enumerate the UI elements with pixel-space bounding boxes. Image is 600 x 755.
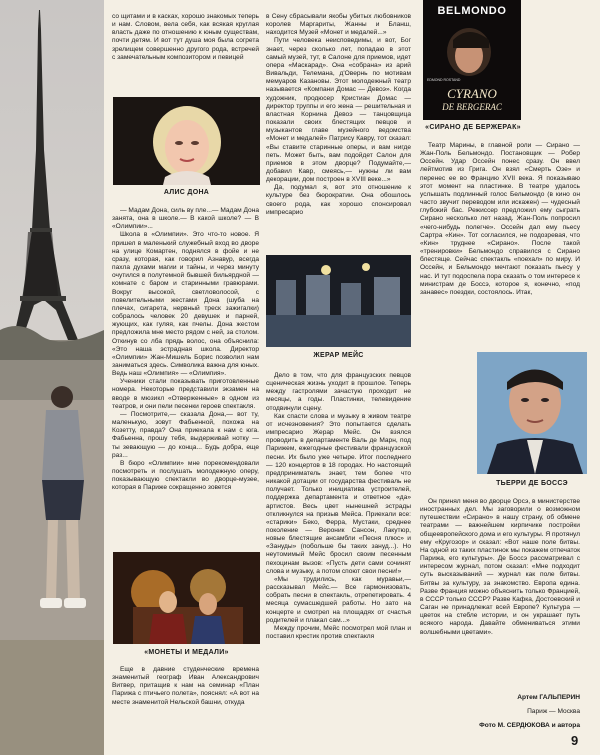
monets-medali-photo [113, 552, 260, 644]
poster-actor: BELMONDO [437, 5, 507, 17]
author-name: Артем ГАЛЬПЕРИН [517, 694, 580, 701]
zherar-meys-photo [266, 255, 411, 347]
page-number: 9 [571, 733, 579, 748]
paragraph: Еще в давние студенческие времена знаменитый географ Иван Александрович Витвер, притащив к нам на семинар «План Парижа с птичьего полета», пояснял: «А вот на месте знаменитой Нельской башни, откуда [112, 666, 259, 706]
paragraph: «Мы трудились, как муравьи,— рассказывал Мейс.— Все гармонизовать, собрать песни в спектакль, отрепетировать. 4 месяца сумасшедшей работы. Но зато на концерте и смотрел на площадях от счастья родителей и плакал сам...» [266, 575, 411, 624]
column-2-top [112, 13, 259, 62]
paragraph: Школа в «Олимпии». Это что-то новое. Я пришел в маленький служебный вход во дворе на улице Комартен, поднялся в фойе и не сразу, которая, как говорил Азнавур, всегда пахла духами магии и тайны, и через минуту очутился в полутемной бывшей бильярдной — комнате с баром и старинными гравюрами. Вокруг высокой, светловолосой, с повелительными жестами Дона (шуба на плечах, сигарета, нервный треск зажигалки) собралось человек 20 девушек и парней, жующих, как гуляя, как пчелы. Дона жестом предложила мне место рядом с ней, за столом. Откинув со лба прядь волос, она объяснила: «Это наша эстрадная школа. Директор «Олимпии» Жан-Мишель Борис позволил нам заниматься здесь. Символика важна для юных. Ведь наш «Олимпия» — «Олимпия». [112, 231, 259, 378]
cyrano-poster [423, 0, 521, 120]
paragraph: Между прочим, Мейс посмотрел мой план и поставил крестик против спектакля [266, 624, 411, 640]
paragraph: Как спасти слова и музыку в живом театре от исчезновения? Это попытается сделать импресарио Жерар Мейс. Он взялся проводить в департаменте Валь де Марн, под Парижем, ежегодные фестивали французской песни. Их было уже четыре. Итог последнего — 120 концертов в 18 городах. Но настоящий предприниматель знает, тем более что никакой дотации от государства фестиваль не получает. Только инициатива устроителей, поддержка департамента и ответное «да» артистов. Весь цвет нынешней эстрады откликнулся на призыв Мейса. Приехали все: «старики» Беко, Ферра, Мустаки, среднее поколение — Вероник Сансон, Лакутюр, новые блестящие ансамбли «Песня плюс» и «Зануды» (побольше бы таких зануд...). Но неутомимый Мейс бросил своим песенным пехоцинам вызов: «Пусть дети сами сочинят слова и музыку, а потом споют свои песни!» [266, 412, 411, 575]
column-3-bottom [266, 372, 411, 641]
column-4-bottom [420, 498, 580, 637]
paragraph: в Сену сбрасывали якобы убитых любовников королев Маргариты, Жанны и Бланш, находится Музей «Монет и медалей...» [266, 13, 411, 37]
caption-monets-medali: «МОНЕТЫ И МЕДАЛИ» [144, 649, 229, 656]
column-4-top [420, 142, 580, 297]
author-place: Париж — Москва [527, 708, 580, 715]
caption-terri-de-bosse: ТЬЕРРИ ДЕ БОССЭ [496, 480, 568, 487]
terri-de-bosse-photo [477, 352, 587, 474]
alice-dona-photo [113, 97, 260, 185]
poster-small-line: EDMOND ROSTAND [427, 78, 461, 82]
caption-zherar-meys: ЖЕРАР МЕЙС [313, 352, 364, 359]
paragraph: — Мадам Дона, силь ву пле...— Мадам Дона занята, она в школе.— В какой школе? — В «Олимпии»... [112, 207, 259, 231]
eiffel-tower-illustration [0, 0, 104, 755]
paragraph: Ученики стали показывать приготовленные номера. Некоторые представили экзамен на вводе в мюзикл «Отверженные» в одном из театров, и они пели песенки героев спектакля. [112, 378, 259, 410]
poster-title-line1: CYRANO [447, 86, 497, 101]
column-2-bottom [112, 666, 259, 707]
column-2-mid [112, 207, 259, 492]
paragraph: Дело в том, что для французских певцов сценическая жизнь уходит в прошлое. Теперь между гастролями зачастую проходит не месяцы, а годы. Пластинки, телевидение отодвинули сцену. [266, 372, 411, 412]
paragraph: со щитами и в касках, хорошо знакомых теперь и нам. Словом, вела себя, как всякая круглая власть даже по отношению к юным существам, почти детям. И вот тут душа моя была согрета зрелищем совершенно другого рода, встречей с замечательным композитором и певицей [112, 13, 259, 61]
paragraph: Пути человека неисповедимы, и вот, Бог знает, через сколько лет, попадаю в этот самый музей, тут, в Салоне для приемов, идет опера «Маскарад». Она «собрана» из арий Вивальди, Телемана, д'Овернь по мотивам мемуаров Казановы. Этот молодежный театр называется «Компани Домас — Девоэ». Когда художник, продюсер Кристиан Домас — директор труппы и его жена — решительная и властная Корнина Девоэ — танцовщица показали своих блестящих певцов и музыкантов главе музейного ведомства «Монет и медалей» Патрису Кавру, тот сказал: «Вы ставите старинные оперы, и вам нигде петь. Может быть, вам подойдет Салон для приемов в этом дворце? Подумайте,— добавил Кавр, смеясь,— нужны ли вам декорации, дом построен в XVIII веке...» [266, 37, 411, 184]
column-3-top [266, 13, 411, 217]
paragraph: Да, подумал я, вот это отношение к культуре без бюрократии. Она обошлось своего рода, как хорошо спонсировал импресарио [266, 184, 411, 216]
eiffel-tower-photo [0, 0, 104, 755]
caption-alice-dona: АЛИС ДОНА [163, 189, 210, 196]
caption-sirano: «СИРАНО ДЕ БЕРЖЕРАК» [425, 124, 521, 131]
poster-title-line2: DE BERGERAC [442, 102, 502, 112]
photo-credit: Фото М. СЕРДЮКОВА и автора [479, 722, 580, 729]
paragraph: В бюро «Олимпии» мне порекомендовали посмотреть и послушать молодежную оперу, показывающую спектакли во дворце-музее, которая в Париже сокращенно зовется [112, 459, 259, 492]
paragraph: Театр Марины, в главной роли — Сирано — Жан-Поль Бельмондо. Постановщик — Робер Оссейн. Удар Оссейн понес сразу. Он ввел лейтмотив из Грига. Он взял «Смерть Озе» и перенес ее во Францию XVII века. Я показываю этот момент на пластинке. В театре удалось услышать подлинный голос Бельмондо (в кино он часто звучит переводом или искажен) — чудесный глубокий бас. Режиссер предложил ему сыграть Сирано несколько лет назад. Жан-Поль попросил «чего-нибудь полегче». Оссейн дал ему пьесу Сартра «Кин». Тот согласился, не подозревая, что «Кин» труднее «Сирано». После такой «тренировки» Бельмондо справился с Сирано блестяще. Сейчас спектакль «поехал» по миру. И Оссейн, и Бельмондо мечтают показать пьесу у нас. И тут подоспела пора сказать о том интересе к министрам де Боссэ, которое я, конечно, «под занавес» поездки, состоялось. Итак, [420, 142, 580, 296]
paragraph: — Посмотрите,— сказала Дона,— вот ту, маленькую, зовут Фабьенной, похожа на Козетту, правда? Она приехала к нам с юга. Фабьенна, прошу тебя, выдерживай нотку — ты зевающую — до конца... Будь добра, еще раз... [112, 410, 259, 459]
paragraph: Он принял меня во дворце Орсэ, в министерстве иностранных дел. Мы заговорили о возможном путешествии «Сирано» в нашу страну, об обмене театрами — важнейшем кирпичике постройки общеевропейского дома и его культуры. Я протянул ему «Кругозор» и сказал: «Вот наше поле битвы. На одной из таких пластинок мы покажем отпечаток Парижа, его культуры». Де Боссэ рассматривал с интересом журнал, потом сказал: «Мне подходит суть высказываний — журнал как поле битвы. Битвы за культуру, за знакомство. Европа едина. Разве Франция можно объяснить только Францией, в СССР только СССР? Разве Кафка, Достоевский и Саган не принадлежат всей Европе? Культура — цветок на стебле истории, и он украшает путь всякого народа. Давайте обмениваться этими волшебными цветами». [420, 498, 580, 636]
